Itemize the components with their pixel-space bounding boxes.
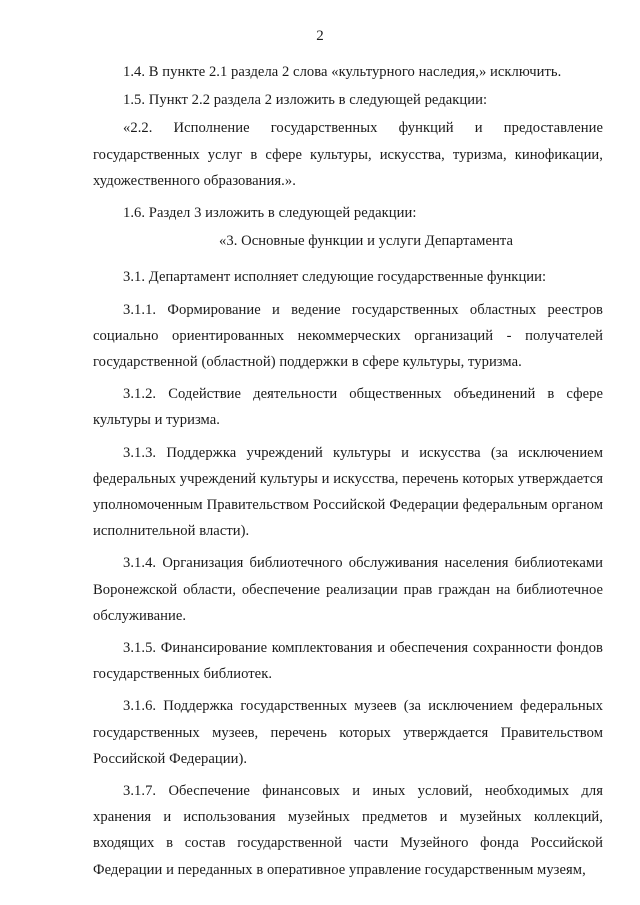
paragraph-3-1-2: 3.1.2. Содействие деятельности общественных объединений в сфере культуры и туризма. xyxy=(93,386,603,429)
document-body xyxy=(93,59,603,885)
paragraph-3-1-7: 3.1.7. Обеспечение финансовых и иных условий, необходимых для хранения и использования музейных предметов и музейных коллекций, входящих в состав государственной части Музейного фонда Российской Федерации и переданных в оперативное управление государственным музеям, xyxy=(93,783,603,878)
paragraph-3-1-5: 3.1.5. Финансирование комплектования и обеспечения сохранности фондов государственных библиотек. xyxy=(93,640,603,683)
paragraph-3-1-3: 3.1.3. Поддержка учреждений культуры и искусства (за исключением федеральных учреждений культуры и искусства, перечень которых утверждается уполномоченным Правительством Российской Федерации федеральным органом исполнительной власти). xyxy=(93,444,603,540)
section-3-heading: «3. Основные функции и услуги Департамента xyxy=(219,233,513,250)
paragraph-3-1-4: 3.1.4. Организация библиотечного обслуживания населения библиотеками Воронежской области, обеспечение реализации прав граждан на библиотечное обслуживание. xyxy=(93,555,603,624)
paragraph-2-2-quote: «2.2. Исполнение государственных функций и предоставление государственных услуг в сфере культуры, искусства, туризма, кинофикации, художественного образования.». xyxy=(93,120,603,189)
paragraph-1-5: 1.5. Пункт 2.2 раздела 2 изложить в следующей редакции: xyxy=(123,92,488,109)
paragraph-3-1-1: 3.1.1. Формирование и ведение государственных областных реестров социально ориентированных некоммерческих организаций - получателей государственной (областной) поддержки в сфере культуры, туризма. xyxy=(93,301,603,371)
paragraph-3-1: 3.1. Департамент исполняет следующие государственные функции: xyxy=(123,269,547,286)
paragraph-3-1-6: 3.1.6. Поддержка государственных музеев (за исключением федеральных государственных музеев, перечень которых утверждается Правительством Российской Федерации). xyxy=(93,698,603,767)
paragraph-1-6: 1.6. Раздел 3 изложить в следующей редакции: xyxy=(123,205,417,222)
page-number: 2 xyxy=(316,28,324,44)
paragraph-1-4: 1.4. В пункте 2.1 раздела 2 слова «культурного наследия,» исключить. xyxy=(123,64,562,80)
